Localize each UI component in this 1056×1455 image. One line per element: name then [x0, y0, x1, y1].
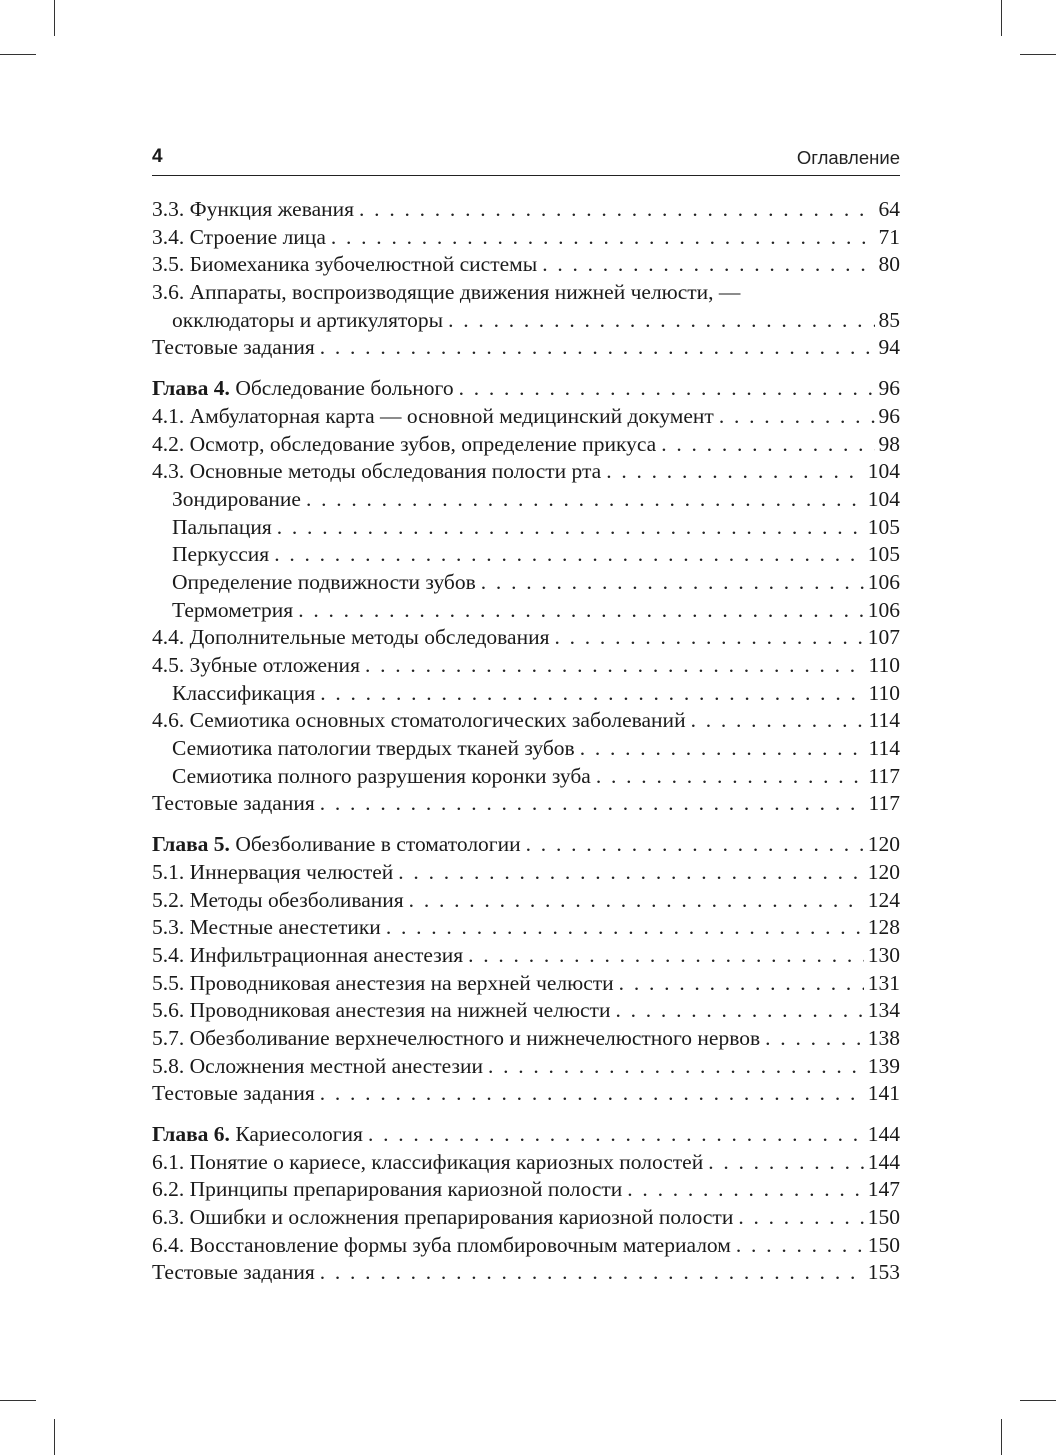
- dot-leader: [691, 707, 865, 735]
- toc-entry-page: 96: [878, 403, 900, 428]
- toc-entry-title: 3.6. Аппараты, воспроизводящие движения нижней челюсти, —: [152, 280, 741, 305]
- toc-entry-page: 128: [867, 915, 900, 940]
- toc-entry-page: 134: [867, 998, 900, 1023]
- crop-mark: [1020, 1400, 1056, 1401]
- dot-leader: [468, 942, 864, 970]
- toc-entry-title: 4.3. Основные методы обследования полости рта: [152, 459, 602, 484]
- toc-entry-page: 130: [867, 942, 900, 967]
- toc-entry-title: 5.2. Методы обезболивания: [152, 887, 404, 912]
- toc-entry-page: 141: [867, 1081, 900, 1106]
- dot-leader: [738, 1204, 863, 1232]
- toc-entry[interactable]: [152, 942, 900, 970]
- dot-leader: [554, 624, 863, 652]
- toc-subentry[interactable]: [152, 763, 900, 791]
- dot-leader: [331, 224, 875, 252]
- toc-entry-title: 5.4. Инфильтрационная анестезия: [152, 942, 464, 967]
- toc-entry[interactable]: [152, 1259, 900, 1287]
- chapter-label: Глава 4.: [152, 376, 230, 401]
- toc-entry-page: 153: [867, 1260, 900, 1285]
- dot-leader: [765, 1025, 864, 1053]
- toc-entry-page: 85: [878, 307, 900, 332]
- toc-entry[interactable]: [152, 1149, 900, 1177]
- dot-leader: [368, 1121, 864, 1149]
- toc-entry-title: 5.5. Проводниковая анестезия на верхней челюсти: [152, 970, 614, 995]
- toc-entry-title: Определение подвижности зубов: [172, 569, 476, 594]
- toc-entry-title: 6.1. Понятие о кариесе, классификация кариозных полостей: [152, 1149, 704, 1174]
- toc-entry-title: 5.6. Проводниковая анестезия на нижней челюсти: [152, 998, 611, 1023]
- toc-entry-title: Тестовые задания: [152, 335, 315, 360]
- toc-entry[interactable]: [152, 887, 900, 915]
- toc-entry-title: Зондирование: [172, 486, 301, 511]
- toc-entry-title: 3.4. Строение лица: [152, 224, 326, 249]
- toc-entry-title: 5.3. Местные анестетики: [152, 915, 381, 940]
- chapter-label: Глава 5.: [152, 832, 230, 857]
- page-number: 4: [152, 146, 163, 167]
- toc-entry-title: 4.4. Дополнительные методы обследования: [152, 625, 550, 650]
- toc-entry[interactable]: [152, 914, 900, 942]
- dot-leader: [320, 1080, 864, 1108]
- toc-entry-page: 138: [867, 1025, 900, 1050]
- toc-entry-page: 120: [867, 859, 900, 884]
- toc-entry[interactable]: [152, 1176, 900, 1204]
- toc-entry[interactable]: [152, 334, 900, 362]
- toc-entry-title: Обезболивание в стоматологии: [235, 832, 521, 857]
- toc-entry-page: 114: [868, 736, 900, 761]
- table-of-contents: [152, 196, 900, 1287]
- crop-mark: [1001, 0, 1002, 36]
- toc-entry-page: 98: [878, 431, 900, 456]
- toc-entry-page: 120: [867, 832, 900, 857]
- dot-leader: [359, 196, 874, 224]
- dot-leader: [542, 251, 874, 279]
- toc-entry-page: 139: [867, 1053, 900, 1078]
- dot-leader: [409, 887, 864, 915]
- toc-entry[interactable]: [152, 652, 900, 680]
- toc-entry-page: 107: [867, 625, 900, 650]
- toc-entry-page: 80: [878, 252, 900, 277]
- toc-entry[interactable]: [152, 970, 900, 998]
- toc-entry-title: 6.2. Принципы препарирования кариозной полости: [152, 1177, 623, 1202]
- dot-leader: [615, 997, 863, 1025]
- toc-entry[interactable]: [152, 224, 900, 252]
- toc-entry-page: 96: [878, 376, 900, 401]
- toc-entry-title: 5.7. Обезболивание верхнечелюстного и нижнечелюстного нервов: [152, 1025, 761, 1050]
- toc-entry-page: 104: [867, 459, 900, 484]
- toc-entry-page: 104: [867, 486, 900, 511]
- toc-entry-title: Пальпация: [172, 514, 272, 539]
- toc-entry-title: Термометрия: [172, 597, 294, 622]
- toc-entry-title: Тестовые задания: [152, 791, 315, 816]
- toc-entry-page: 144: [867, 1122, 900, 1146]
- toc-chapter-entry[interactable]: [152, 375, 900, 403]
- toc-subentry[interactable]: [152, 597, 900, 625]
- crop-mark: [0, 1400, 36, 1401]
- toc-entry[interactable]: [152, 1232, 900, 1260]
- toc-entry-page: 106: [867, 569, 900, 594]
- toc-entry[interactable]: [152, 1053, 900, 1081]
- dot-leader: [526, 831, 864, 859]
- toc-subentry[interactable]: [152, 541, 900, 569]
- toc-entry[interactable]: [152, 1204, 900, 1232]
- toc-entry-title: Тестовые задания: [152, 1081, 315, 1106]
- toc-entry-title-continuation: окклюдаторы и артикуляторы: [172, 307, 444, 332]
- dot-leader: [619, 970, 864, 998]
- toc-subentry[interactable]: [152, 514, 900, 542]
- dot-leader: [320, 334, 875, 362]
- toc-entry-continuation[interactable]: [152, 307, 900, 335]
- dot-leader: [365, 652, 865, 680]
- toc-entry-page: 94: [878, 335, 900, 360]
- toc-entry-title: 5.8. Осложнения местной анестезии: [152, 1053, 483, 1078]
- toc-entry-title: Классификация: [172, 680, 316, 705]
- toc-entry-title: 4.2. Осмотр, обследование зубов, определение прикуса: [152, 431, 657, 456]
- toc-entry[interactable]: [152, 1080, 900, 1108]
- toc-entry-title: 4.1. Амбулаторная карта — основной медицинский документ: [152, 403, 714, 428]
- toc-chapter-entry[interactable]: [152, 831, 900, 859]
- crop-mark: [1001, 1419, 1002, 1455]
- toc-entry-page: 117: [868, 791, 900, 816]
- toc-entry-title: Семиотика полного разрушения коронки зуба: [172, 763, 591, 788]
- dot-leader: [386, 914, 864, 942]
- chapter-label: Глава 6.: [152, 1122, 230, 1146]
- crop-mark: [54, 1419, 55, 1455]
- toc-entry[interactable]: [152, 624, 900, 652]
- toc-entry-page: 114: [868, 708, 900, 733]
- dot-leader: [320, 680, 864, 708]
- page-header: [152, 146, 900, 176]
- crop-mark: [0, 54, 36, 55]
- dot-leader: [661, 431, 874, 459]
- toc-entry-title: 6.3. Ошибки и осложнения препарирования кариозной полости: [152, 1205, 734, 1230]
- toc-entry-title: 4.5. Зубные отложения: [152, 653, 360, 677]
- toc-entry-title: 4.6. Семиотика основных стоматологических заболеваний: [152, 708, 686, 733]
- toc-entry-page: 131: [867, 970, 900, 995]
- toc-entry-title: Перкуссия: [172, 542, 270, 567]
- toc-entry-page: 147: [867, 1177, 900, 1202]
- toc-entry-page: 150: [867, 1232, 900, 1257]
- toc-entry[interactable]: [152, 997, 900, 1025]
- toc-entry[interactable]: [152, 1025, 900, 1053]
- toc-entry[interactable]: [152, 458, 900, 486]
- toc-entry[interactable]: [152, 251, 900, 279]
- toc-entry-page: 144: [867, 1149, 900, 1174]
- running-title: Оглавление: [796, 147, 900, 168]
- toc-subentry[interactable]: [152, 569, 900, 597]
- dot-leader: [448, 307, 874, 335]
- toc-entry[interactable]: [152, 790, 900, 818]
- dot-leader: [274, 541, 864, 569]
- crop-mark: [54, 0, 55, 36]
- dot-leader: [320, 1259, 864, 1287]
- toc-entry[interactable]: [152, 431, 900, 459]
- toc-entry-title: Кариесология: [235, 1122, 363, 1146]
- crop-mark: [1020, 54, 1056, 55]
- dot-leader: [627, 1176, 863, 1204]
- dot-leader: [481, 569, 864, 597]
- toc-entry-page: 110: [868, 680, 900, 705]
- dot-leader: [580, 735, 865, 763]
- toc-entry[interactable]: [152, 279, 900, 307]
- toc-entry-page: 150: [867, 1205, 900, 1230]
- toc-entry-title: Обследование больного: [235, 376, 454, 401]
- toc-entry-page: 110: [868, 653, 900, 677]
- dot-leader: [488, 1053, 864, 1081]
- toc-entry[interactable]: [152, 196, 900, 224]
- toc-entry-page: 71: [878, 224, 900, 249]
- toc-subentry[interactable]: [152, 735, 900, 763]
- dot-leader: [596, 763, 865, 791]
- dot-leader: [320, 790, 865, 818]
- dot-leader: [298, 597, 864, 625]
- toc-entry[interactable]: [152, 403, 900, 431]
- dot-leader: [736, 1232, 864, 1260]
- dot-leader: [277, 514, 864, 542]
- toc-entry-page: 105: [867, 514, 900, 539]
- toc-entry-title: 6.4. Восстановление формы зуба пломбировочным материалом: [152, 1232, 731, 1257]
- dot-leader: [459, 375, 875, 403]
- toc-entry[interactable]: [152, 859, 900, 887]
- dot-leader: [719, 403, 875, 431]
- dot-leader: [708, 1149, 864, 1177]
- toc-entry-page: 124: [867, 887, 900, 912]
- toc-entry-title: 3.5. Биомеханика зубочелюстной системы: [152, 252, 538, 277]
- dot-leader: [306, 486, 864, 514]
- toc-entry-title: Семиотика патологии твердых тканей зубов: [172, 736, 575, 761]
- dot-leader: [606, 458, 864, 486]
- toc-entry-title: Тестовые задания: [152, 1260, 315, 1285]
- toc-entry-page: 105: [867, 542, 900, 567]
- toc-entry-title: 3.3. Функция жевания: [152, 197, 355, 221]
- toc-entry-title: 5.1. Иннервация челюстей: [152, 859, 394, 884]
- toc-entry-page: 64: [878, 197, 900, 221]
- toc-subentry[interactable]: [152, 680, 900, 708]
- dot-leader: [398, 859, 863, 887]
- toc-chapter-entry[interactable]: [152, 1121, 900, 1149]
- toc-entry[interactable]: [152, 707, 900, 735]
- toc-subentry[interactable]: [152, 486, 900, 514]
- toc-entry-page: 117: [868, 763, 900, 788]
- toc-entry-page: 106: [867, 597, 900, 622]
